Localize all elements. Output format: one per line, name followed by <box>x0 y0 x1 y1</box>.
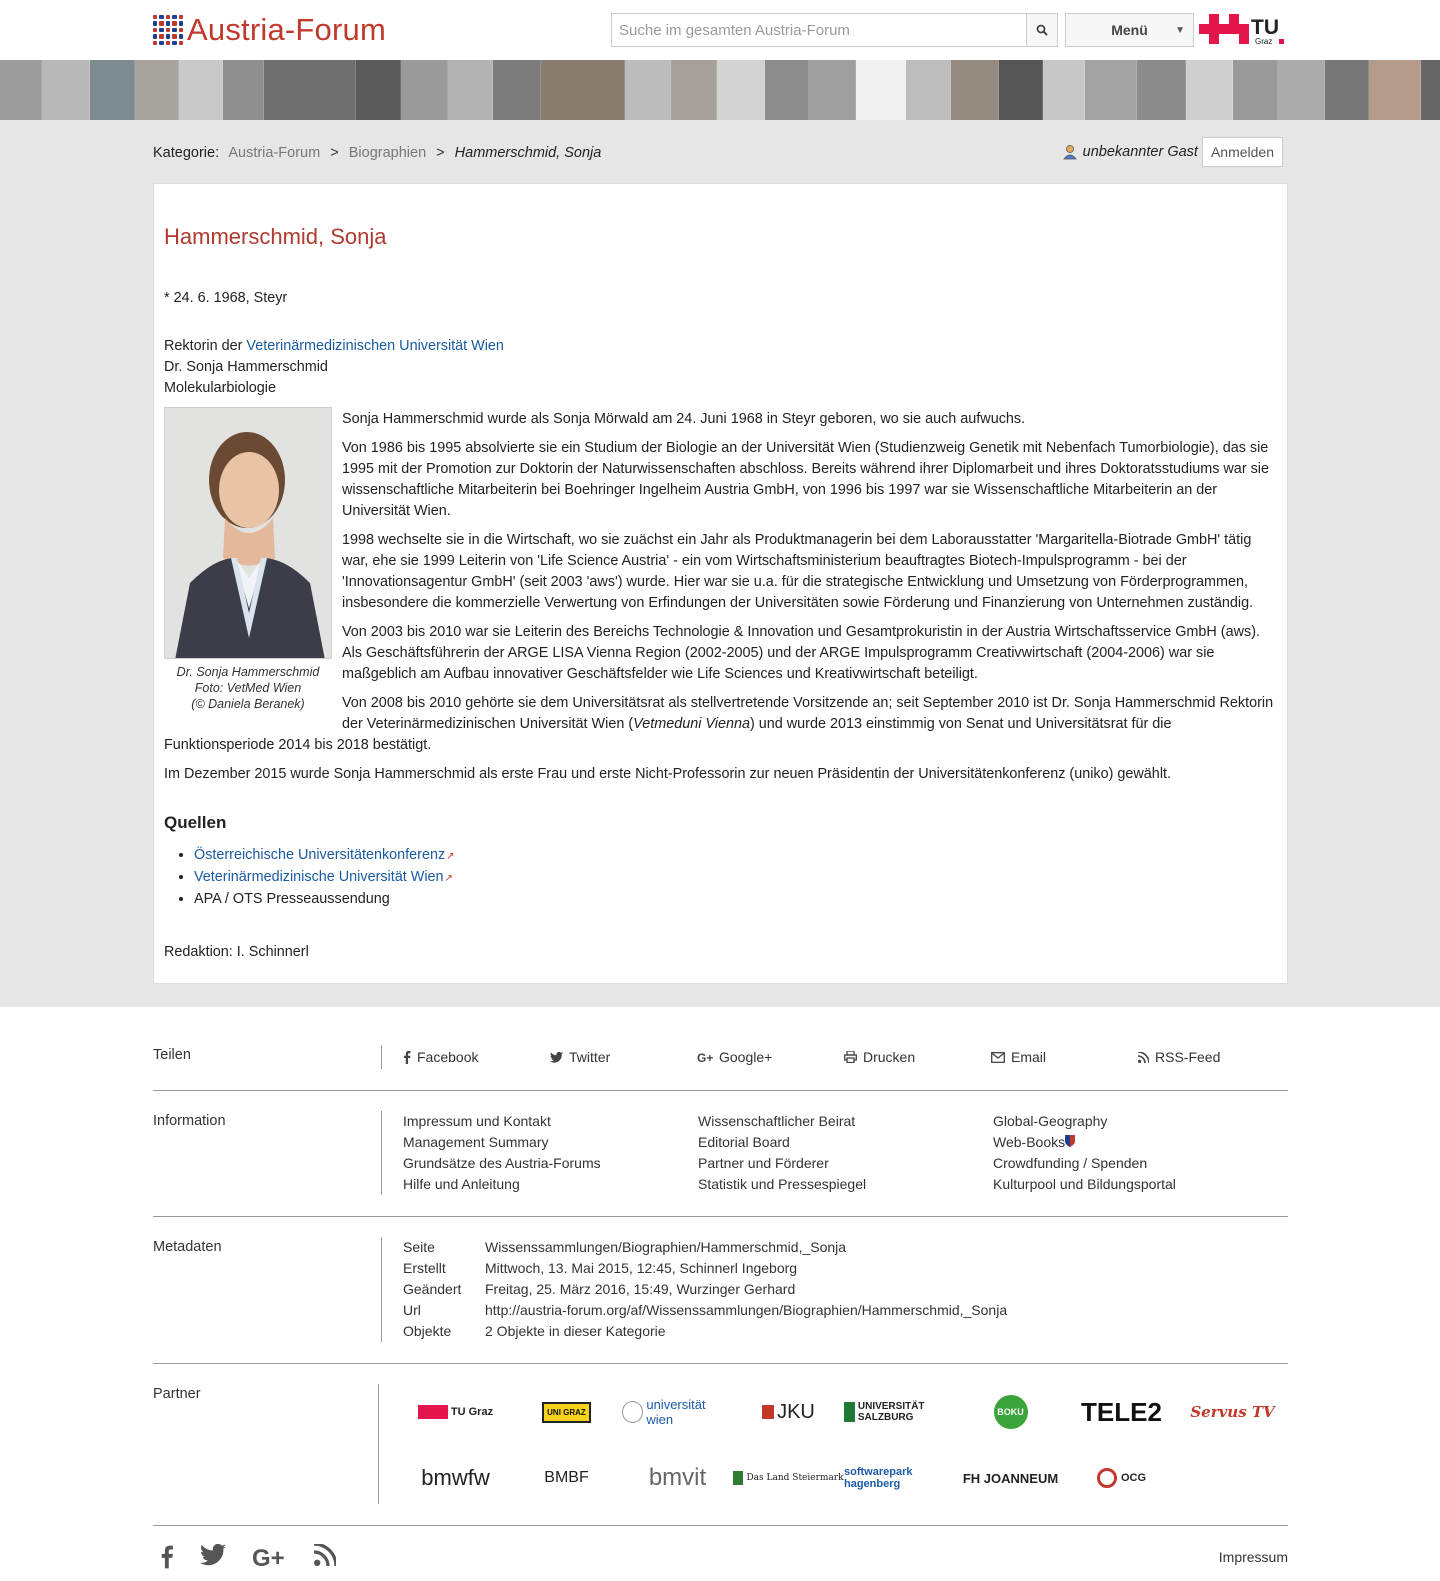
menu-dropdown[interactable] <box>1065 13 1194 47</box>
partner-name: BMBF <box>544 1469 589 1486</box>
search-icon <box>1036 24 1048 36</box>
partner-logo-bmbf[interactable] <box>511 1458 622 1498</box>
meta-key: Url <box>403 1302 421 1318</box>
partner-name: bmwfw <box>421 1465 490 1490</box>
share-facebook[interactable] <box>403 1049 550 1065</box>
partner-logo-softwarepark[interactable] <box>844 1458 955 1498</box>
login-button[interactable]: Anmelden <box>1202 137 1283 167</box>
footer-link[interactable]: Grundsätze des Austria-Forums <box>403 1155 601 1171</box>
source-item <box>194 845 1277 867</box>
partner-logo-uni-graz[interactable] <box>511 1392 622 1432</box>
partner-logo-tele2[interactable] <box>1066 1392 1177 1432</box>
user-name: unbekannter Gast <box>1082 144 1198 160</box>
user-area <box>1063 137 1283 167</box>
partner-logo-fh-joanneum[interactable] <box>955 1458 1066 1498</box>
site-logo[interactable] <box>153 12 386 48</box>
share-label: RSS-Feed <box>1155 1049 1221 1065</box>
rss-icon <box>1138 1052 1149 1063</box>
share-label: Google+ <box>719 1049 773 1065</box>
footer-link[interactable]: Statistik und Pressespiegel <box>698 1176 867 1192</box>
partner-logo-uni-wien[interactable] <box>622 1392 733 1432</box>
partner-name: JKU <box>777 1400 815 1423</box>
share-label: Facebook <box>417 1049 479 1065</box>
impressum-link[interactable]: Impressum <box>1218 1549 1288 1565</box>
footer-link[interactable]: Kulturpool und Bildungsportal <box>993 1176 1176 1192</box>
share-label: Email <box>1011 1049 1047 1065</box>
breadcrumb-item-austria-forum[interactable]: Austria-Forum <box>228 145 321 161</box>
meta-value: Freitag, 25. März 2016, 15:49, Wurzinger Gerhard <box>485 1281 796 1297</box>
partner-logo-servus-tv[interactable] <box>1177 1392 1288 1432</box>
footer-link[interactable]: Editorial Board <box>698 1134 790 1150</box>
paragraph: Sonja Hammerschmid wurde als Sonja Mörwald am 24. Juni 1968 in Steyr geboren, wo sie auch aufwuchs. <box>342 411 1026 427</box>
share-title: Teilen <box>153 1047 191 1063</box>
partner-name: universität wien <box>646 1397 706 1427</box>
footer-link[interactable]: Hilfe und Anleitung <box>403 1176 520 1192</box>
svg-text:G+: G+ <box>697 1051 713 1063</box>
breadcrumb-separator: > <box>330 145 339 161</box>
partner-logo-uni-salzburg[interactable] <box>844 1392 955 1432</box>
breadcrumb <box>153 145 601 161</box>
meta-key: Seite <box>403 1239 435 1255</box>
footer <box>153 1007 1288 1580</box>
footer-link-label: Web-Books <box>993 1134 1066 1150</box>
editor-note: Redaktion: I. Schinnerl <box>164 944 309 960</box>
intro-line <box>164 336 1277 357</box>
main-area <box>0 120 1440 1007</box>
intro-field: Molekularbiologie <box>164 380 276 396</box>
share-email[interactable] <box>991 1049 1138 1065</box>
meta-value: 2 Objekte in dieser Kategorie <box>485 1323 666 1339</box>
partner-name: bmvit <box>648 1464 707 1491</box>
footer-link[interactable]: Management Summary <box>403 1134 549 1150</box>
logo-icon <box>153 15 183 45</box>
paragraph-text: ) und wurde 2013 einstimmig von Senat und Universitätsrat für die Funktionsperiode 2014 bis 2018 bestätigt. <box>164 716 1172 753</box>
source-link[interactable]: Österreichische Universitätenkonferenz <box>194 847 446 863</box>
menu-label: Menü <box>1111 22 1148 38</box>
partner-name: UNI GRAZ <box>542 1402 591 1423</box>
source-link[interactable]: Veterinärmedizinische Universität Wien <box>194 869 444 885</box>
logo-text: Austria-Forum <box>187 12 386 47</box>
tu-graz-logo[interactable] <box>1199 12 1287 46</box>
facebook-icon <box>403 1051 411 1064</box>
portrait-image[interactable] <box>164 407 332 659</box>
facebook-icon[interactable] <box>160 1544 174 1570</box>
footer-link[interactable]: Wissenschaftlicher Beirat <box>698 1113 856 1129</box>
breadcrumb-label: Kategorie: <box>153 145 220 161</box>
portrait-caption <box>164 664 332 712</box>
footer-link-web-books[interactable] <box>993 1132 1288 1153</box>
source-item: • APA / OTS Presseaussendung <box>194 889 1277 910</box>
share-label: Twitter <box>569 1049 611 1065</box>
breadcrumb-current: Hammerschmid, Sonja <box>454 145 602 161</box>
intro-name: Dr. Sonja Hammerschmid <box>164 359 328 375</box>
meta-key: Objekte <box>403 1323 452 1339</box>
social-links <box>160 1544 336 1570</box>
metadata-title: Metadaten <box>153 1239 222 1255</box>
breadcrumb-separator: > <box>436 145 445 161</box>
footer-link[interactable]: Partner und Förderer <box>698 1155 829 1171</box>
top-bar <box>0 0 1440 60</box>
partner-name: TELE2 <box>1081 1396 1162 1427</box>
share-print[interactable] <box>844 1049 991 1065</box>
partner-name: Servus TV <box>1190 1403 1275 1421</box>
external-link-icon: ↗ <box>444 873 453 884</box>
twitter-icon <box>550 1052 563 1063</box>
svg-text:G+: G+ <box>252 1545 285 1568</box>
university-link[interactable]: Veterinärmedizinischen Universität Wien <box>246 338 504 354</box>
page-title: Hammerschmid, Sonja <box>164 224 387 249</box>
partner-name: softwarepark hagenberg <box>844 1466 913 1490</box>
partner-logo-boku[interactable] <box>955 1392 1066 1432</box>
portrait-figure <box>164 407 332 712</box>
search-button[interactable] <box>1026 13 1058 47</box>
partner-logo-jku[interactable] <box>733 1392 844 1432</box>
birth-info: * 24. 6. 1968, Steyr <box>164 290 288 306</box>
footer-link[interactable]: Impressum und Kontakt <box>403 1113 551 1129</box>
paragraph-text: Von 2008 bis 2010 gehörte sie dem Universitätsrat als stellvertretende Vorsitzende an; seit September 2010 ist Dr. Sonja Hammerschmid Rektorin der Veterinärmedizinischen Universität Wien ( <box>342 695 1274 732</box>
portrait-banner <box>0 60 1440 120</box>
meta-value: Wissenssammlungen/Biographien/Hammerschmid,_Sonja <box>485 1239 847 1255</box>
partner-logo-bmvit[interactable] <box>622 1458 733 1498</box>
partner-name: Das Land Steiermark <box>746 1473 844 1483</box>
information-title: Information <box>153 1113 226 1129</box>
partner-name: FH JOANNEUM <box>962 1470 1059 1486</box>
google-plus-icon[interactable] <box>252 1544 288 1568</box>
email-icon <box>991 1052 1005 1063</box>
paragraph-italic: Vetmeduni Vienna <box>633 716 750 732</box>
partner-logo-tu-graz[interactable] <box>400 1392 511 1432</box>
footer-link[interactable]: Global-Geography <box>993 1113 1108 1129</box>
user-icon <box>1063 144 1077 160</box>
partner-name: BOKU <box>994 1395 1028 1429</box>
share-rss[interactable] <box>1138 1049 1285 1065</box>
paragraph: Von 2003 bis 2010 war sie Leiterin des Bereichs Technologie & Innovation und Gesamtprokuristin in der Austria Wirtschaftsservice GmbH (aws). Als Geschäftsführerin der ARGE LISA Vienna Region (2002-2005) und der ARGE Impulsprogramm Creativwirtschaft (2004-2006) war sie maßgeblich am Aufbau innovativer Geschäftsfelder wie Life Sciences und Kreativwirtschaft beteiligt. <box>342 624 1260 682</box>
partner-logo-steiermark[interactable] <box>733 1458 844 1498</box>
sources-section <box>164 813 1277 910</box>
external-link-icon: ↗ <box>446 851 455 862</box>
partner-logo-bmwfw[interactable] <box>400 1458 511 1498</box>
google-plus-icon <box>697 1051 713 1063</box>
meta-value: http://austria-forum.org/af/Wissenssammlungen/Biographien/Hammerschmid,_Sonja <box>485 1302 1008 1318</box>
share-twitter[interactable] <box>550 1049 697 1065</box>
shield-icon <box>1065 1135 1075 1147</box>
rss-icon[interactable] <box>314 1544 336 1566</box>
tu-logo-text: TU <box>1251 16 1279 39</box>
caption-line: (© Daniela Beranek) <box>191 697 305 711</box>
meta-value: Mittwoch, 13. Mai 2015, 12:45, Schinnerl Ingeborg <box>485 1260 798 1276</box>
paragraph: Von 1986 bis 1995 absolvierte sie ein Studium der Biologie an der Universität Wien (Studienzweig Genetik mit Nebenfach Tumorbiologie), das sie 1995 mit der Promotion zur Doktorin der Naturwissenschaften abschloss. Bereits während ihrer Diplomarbeit und ihres Doktoratsstudiums war sie wissenschaftliche Mitarbeiterin bei Boehringer Ingelheim Austria GmbH, von 1996 bis 1997 war sie Wissenschaftliche Mitarbeiterin an der Universität Wien. <box>342 440 1270 519</box>
footer-link[interactable]: Crowdfunding / Spenden <box>993 1155 1148 1171</box>
caption-line: Dr. Sonja Hammerschmid <box>176 665 320 679</box>
paragraph: 1998 wechselte sie in die Wirtschaft, wo sie zuächst ein Jahr als Produktmanagerin bei dem Laborausstatter 'Margaritella-Biotrade GmbH' tätig war, ehe sie 1999 Leiterin von 'Life Science Austria' - ein vom Wirtschaftsministerium beauftragtes Biotech-Impulsprogramm - bei der 'Innovationsagentur GmbH' (seit 2003 'aws') wurde. Hier war sie u.a. für die strategische Entwicklung und Umsetzung von Förderprogrammen, insbesondere die kommerzielle Verwertung von Erfindungen der Universitäten sowie Förderung und Finanzierung von Unternehmen zuständig. <box>342 532 1254 611</box>
meta-key: Geändert <box>403 1281 462 1297</box>
caption-line: Foto: VetMed Wien <box>194 681 302 695</box>
caret-down-icon: ▼ <box>1175 25 1185 36</box>
source-item <box>194 867 1277 889</box>
breadcrumb-item-biographien[interactable]: Biographien <box>348 145 427 161</box>
partner-title: Partner <box>153 1386 201 1402</box>
partner-name: UNIVERSITÄT SALZBURG <box>857 1401 925 1423</box>
share-label: Drucken <box>863 1049 916 1065</box>
partner-name: OCG <box>1120 1472 1147 1484</box>
paragraph: Im Dezember 2015 wurde Sonja Hammerschmid als erste Frau und erste Nicht-Professorin zur neuen Präsidentin der Universitätenkonferenz (uniko) gewählt. <box>164 766 1172 782</box>
partner-name: TU Graz <box>450 1406 494 1418</box>
partner-logo-ocg[interactable] <box>1066 1458 1177 1498</box>
search-input[interactable]: Suche im gesamten Austria-Forum <box>611 13 1027 47</box>
intro-prefix: Rektorin der <box>164 338 247 354</box>
printer-icon <box>844 1051 857 1063</box>
sources-heading: Quellen <box>164 813 227 832</box>
share-google-plus[interactable] <box>697 1049 844 1065</box>
meta-key: Erstellt <box>403 1260 446 1276</box>
tu-logo-sub: Graz <box>1255 37 1273 46</box>
article <box>153 183 1288 984</box>
twitter-icon[interactable] <box>200 1544 226 1566</box>
